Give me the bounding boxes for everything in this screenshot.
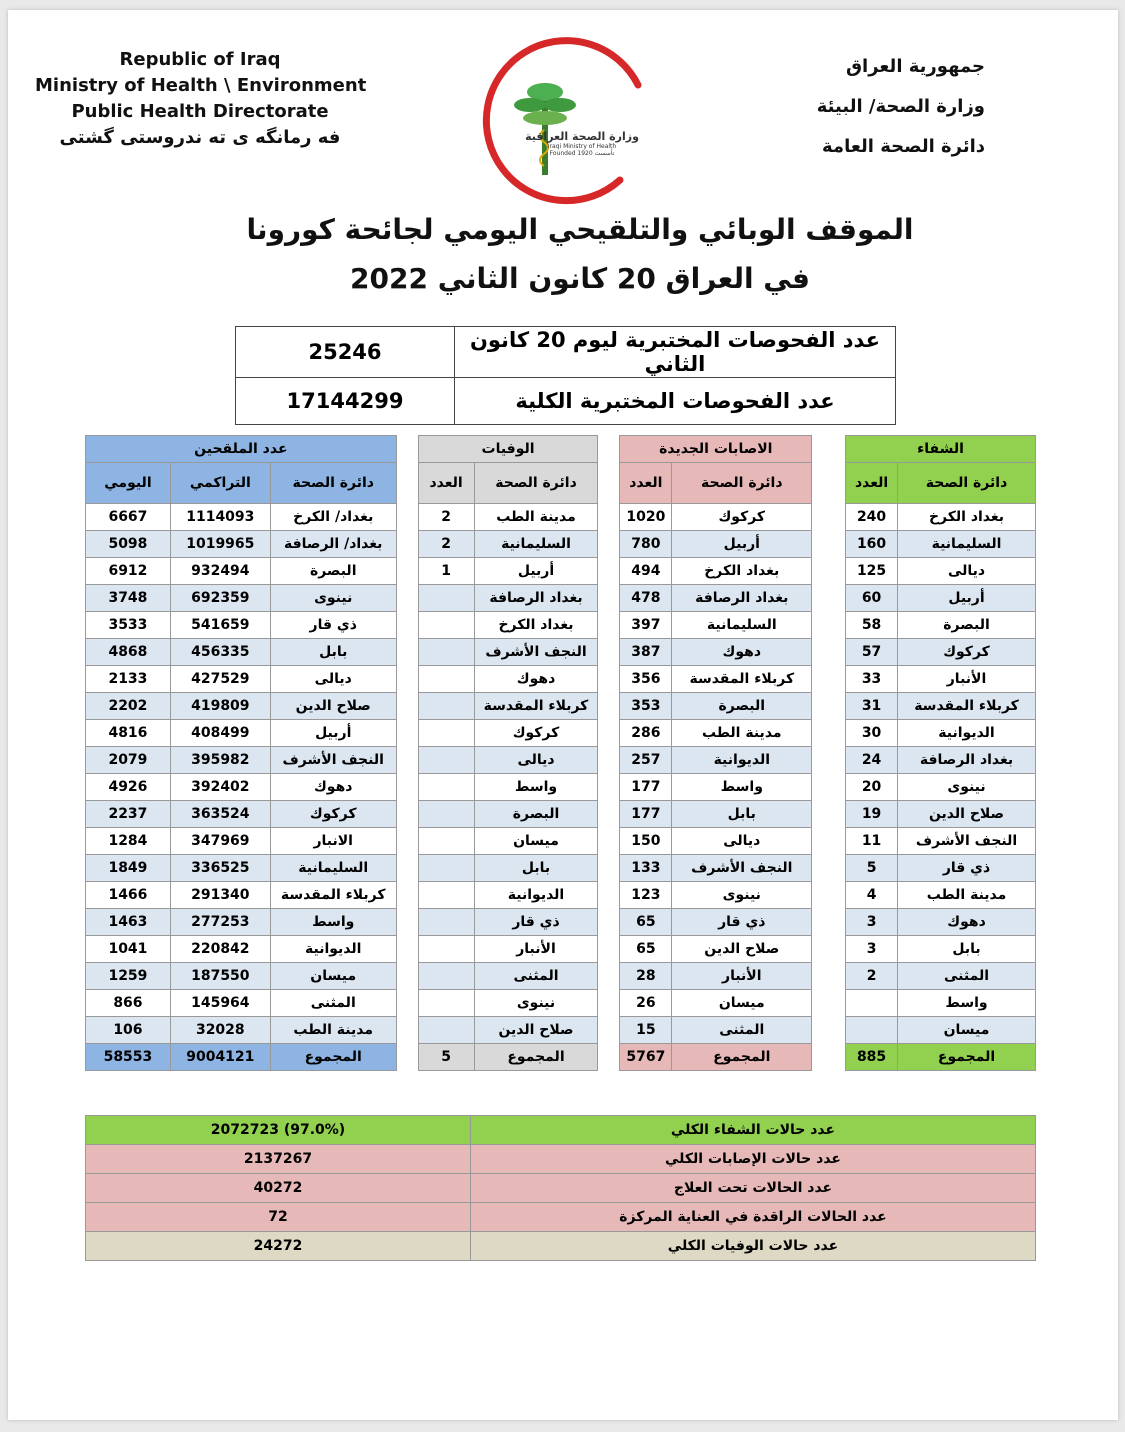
- vacc-daily: 5098: [86, 531, 171, 558]
- death-count: [418, 963, 474, 990]
- header-ar-line: وزارة الصحة/ البيئة: [816, 96, 985, 117]
- table-row: [86, 558, 1036, 585]
- case-directorate: دهوك: [672, 639, 812, 666]
- vacc-daily: 106: [86, 1017, 171, 1044]
- summary-value: 2137267: [86, 1145, 471, 1174]
- death-count: [418, 747, 474, 774]
- case-count: 478: [620, 585, 672, 612]
- vacc-daily: 2202: [86, 693, 171, 720]
- summary-value: 40272: [86, 1174, 471, 1203]
- recovery-count: 2: [846, 963, 898, 990]
- table-row: [86, 1017, 1036, 1044]
- total-new-cases: 5767: [620, 1044, 672, 1071]
- recovery-directorate: ميسان: [898, 1017, 1036, 1044]
- recovery-count: [846, 990, 898, 1017]
- death-directorate: ميسان: [474, 828, 598, 855]
- total-vacc-daily: 58553: [86, 1044, 171, 1071]
- section-deaths: الوفيات: [418, 436, 598, 463]
- case-directorate: صلاح الدين: [672, 936, 812, 963]
- vacc-cumulative: 336525: [170, 855, 270, 882]
- case-directorate: ديالى: [672, 828, 812, 855]
- lab-tests-table: [235, 326, 896, 425]
- case-directorate: كركوك: [672, 504, 812, 531]
- recovery-directorate: النجف الأشرف: [898, 828, 1036, 855]
- total-vacc-cumulative: 9004121: [170, 1044, 270, 1071]
- case-directorate: الأنبار: [672, 963, 812, 990]
- vacc-cumulative: 1114093: [170, 504, 270, 531]
- totals-row: [86, 1044, 1036, 1071]
- summary-value: 24272: [86, 1232, 471, 1261]
- recovery-directorate: صلاح الدين: [898, 801, 1036, 828]
- recovery-count: 33: [846, 666, 898, 693]
- case-count: 397: [620, 612, 672, 639]
- col-directorate: دائرة الصحة: [898, 463, 1036, 504]
- vacc-directorate: الديوانية: [270, 936, 396, 963]
- lab-tests-value: 17144299: [236, 378, 455, 425]
- logo-caption: وزارة الصحة العراقية Iraqi Ministry of Health Founded 1920 تأسست: [525, 130, 639, 157]
- summary-label: عدد حالات الشفاء الكلي: [471, 1116, 1036, 1145]
- summary-label: عدد حالات الوفيات الكلي: [471, 1232, 1036, 1261]
- death-count: [418, 639, 474, 666]
- vacc-cumulative: 32028: [170, 1017, 270, 1044]
- recovery-count: 3: [846, 909, 898, 936]
- recovery-directorate: نينوى: [898, 774, 1036, 801]
- table-row: [86, 747, 1036, 774]
- case-count: 150: [620, 828, 672, 855]
- vacc-directorate: ديالى: [270, 666, 396, 693]
- case-directorate: أربيل: [672, 531, 812, 558]
- vacc-directorate: دهوك: [270, 774, 396, 801]
- case-directorate: بغداد الكرخ: [672, 558, 812, 585]
- vacc-cumulative: 395982: [170, 747, 270, 774]
- recovery-directorate: الأنبار: [898, 666, 1036, 693]
- vacc-directorate: واسط: [270, 909, 396, 936]
- death-count: [418, 909, 474, 936]
- vacc-cumulative: 408499: [170, 720, 270, 747]
- table-row: [86, 639, 1036, 666]
- vacc-cumulative: 932494: [170, 558, 270, 585]
- case-directorate: السليمانية: [672, 612, 812, 639]
- recovery-directorate: دهوك: [898, 909, 1036, 936]
- case-count: 286: [620, 720, 672, 747]
- daily-status-table: [85, 435, 1036, 1071]
- vacc-cumulative: 541659: [170, 612, 270, 639]
- death-count: [418, 882, 474, 909]
- recovery-count: 125: [846, 558, 898, 585]
- recovery-directorate: البصرة: [898, 612, 1036, 639]
- summary-row: [86, 1232, 1036, 1261]
- death-count: [418, 936, 474, 963]
- death-directorate: بابل: [474, 855, 598, 882]
- case-count: 1020: [620, 504, 672, 531]
- recovery-count: 4: [846, 882, 898, 909]
- section-recovery: الشفاء: [846, 436, 1036, 463]
- vacc-daily: 6912: [86, 558, 171, 585]
- death-count: [418, 693, 474, 720]
- recovery-count: 11: [846, 828, 898, 855]
- vacc-daily: 1259: [86, 963, 171, 990]
- vacc-daily: 2133: [86, 666, 171, 693]
- total-label: المجموع: [474, 1044, 598, 1071]
- table-row: [86, 801, 1036, 828]
- vacc-cumulative: 427529: [170, 666, 270, 693]
- vacc-cumulative: 145964: [170, 990, 270, 1017]
- death-directorate: البصرة: [474, 801, 598, 828]
- death-count: [418, 666, 474, 693]
- lab-tests-label: عدد الفحوصات المختبرية الكلية: [455, 378, 896, 425]
- lab-tests-value: 25246: [236, 327, 455, 378]
- recovery-count: 58: [846, 612, 898, 639]
- table-row: [86, 720, 1036, 747]
- case-count: 494: [620, 558, 672, 585]
- death-directorate: صلاح الدين: [474, 1017, 598, 1044]
- death-count: [418, 855, 474, 882]
- case-count: 780: [620, 531, 672, 558]
- vacc-directorate: النجف الأشرف: [270, 747, 396, 774]
- col-cumulative: التراكمي: [170, 463, 270, 504]
- summary-value: 72: [86, 1203, 471, 1232]
- header-ar-line: جمهورية العراق: [845, 56, 985, 77]
- total-label: المجموع: [898, 1044, 1036, 1071]
- vacc-directorate: مدينة الطب: [270, 1017, 396, 1044]
- table-row: [86, 855, 1036, 882]
- death-count: [418, 585, 474, 612]
- case-count: 28: [620, 963, 672, 990]
- vacc-daily: 6667: [86, 504, 171, 531]
- case-directorate: بغداد الرصافة: [672, 585, 812, 612]
- death-directorate: مدينة الطب: [474, 504, 598, 531]
- case-directorate: بابل: [672, 801, 812, 828]
- death-directorate: النجف الأشرف: [474, 639, 598, 666]
- logo-emblem-icon: [470, 30, 660, 205]
- lab-tests-row: [236, 327, 896, 378]
- recovery-count: 30: [846, 720, 898, 747]
- case-count: 133: [620, 855, 672, 882]
- death-count: [418, 990, 474, 1017]
- recovery-count: 20: [846, 774, 898, 801]
- col-count: العدد: [418, 463, 474, 504]
- death-count: 1: [418, 558, 474, 585]
- death-count: [418, 1017, 474, 1044]
- header-en-line: فه رمانگه ی ته ندروستی گشتی: [59, 127, 341, 148]
- case-count: 353: [620, 693, 672, 720]
- death-directorate: بغداد الرصافة: [474, 585, 598, 612]
- vacc-cumulative: 277253: [170, 909, 270, 936]
- header-ar-line: دائرة الصحة العامة: [822, 136, 985, 157]
- case-directorate: البصرة: [672, 693, 812, 720]
- recovery-count: 160: [846, 531, 898, 558]
- vacc-directorate: ذي قار: [270, 612, 396, 639]
- death-directorate: كربلاء المقدسة: [474, 693, 598, 720]
- death-count: [418, 774, 474, 801]
- col-directorate: دائرة الصحة: [474, 463, 598, 504]
- vacc-cumulative: 187550: [170, 963, 270, 990]
- recovery-count: 60: [846, 585, 898, 612]
- summary-label: عدد الحالات تحت العلاج: [471, 1174, 1036, 1203]
- section-new-cases: الاصابات الجديدة: [620, 436, 812, 463]
- recovery-directorate: الديوانية: [898, 720, 1036, 747]
- table-row: [86, 612, 1036, 639]
- table-row: [86, 531, 1036, 558]
- death-count: [418, 801, 474, 828]
- death-directorate: نينوى: [474, 990, 598, 1017]
- case-count: 257: [620, 747, 672, 774]
- vacc-daily: 2237: [86, 801, 171, 828]
- case-count: 177: [620, 801, 672, 828]
- vacc-daily: 4816: [86, 720, 171, 747]
- table-row: [86, 909, 1036, 936]
- table-body: [86, 504, 1036, 1044]
- recovery-directorate: أربيل: [898, 585, 1036, 612]
- recovery-directorate: بغداد الكرخ: [898, 504, 1036, 531]
- table-row: [86, 990, 1036, 1017]
- death-directorate: دهوك: [474, 666, 598, 693]
- vacc-directorate: المثنى: [270, 990, 396, 1017]
- death-directorate: ديالى: [474, 747, 598, 774]
- death-directorate: السليمانية: [474, 531, 598, 558]
- vacc-daily: 1041: [86, 936, 171, 963]
- death-count: [418, 828, 474, 855]
- vacc-daily: 3748: [86, 585, 171, 612]
- recovery-directorate: المثنى: [898, 963, 1036, 990]
- recovery-count: 19: [846, 801, 898, 828]
- vacc-directorate: السليمانية: [270, 855, 396, 882]
- col-daily: اليومي: [86, 463, 171, 504]
- recovery-count: 5: [846, 855, 898, 882]
- vacc-directorate: بغداد/ الرصافة: [270, 531, 396, 558]
- case-count: 387: [620, 639, 672, 666]
- vacc-daily: 866: [86, 990, 171, 1017]
- header-en-line: Republic of Iraq: [119, 49, 281, 70]
- section-vaccinated: عدد الملقحين: [86, 436, 397, 463]
- recovery-count: 3: [846, 936, 898, 963]
- header-arabic: [745, 52, 985, 172]
- vacc-cumulative: 291340: [170, 882, 270, 909]
- case-count: 177: [620, 774, 672, 801]
- vacc-daily: 1466: [86, 882, 171, 909]
- column-header-row: [86, 463, 1036, 504]
- col-count: العدد: [846, 463, 898, 504]
- report-subtitle: في العراق 20 كانون الثاني 2022: [350, 262, 810, 295]
- vacc-directorate: أربيل: [270, 720, 396, 747]
- table-row: [86, 504, 1036, 531]
- recovery-directorate: ديالى: [898, 558, 1036, 585]
- table-row: [86, 882, 1036, 909]
- vacc-directorate: بابل: [270, 639, 396, 666]
- table-row: [86, 936, 1036, 963]
- death-directorate: ذي قار: [474, 909, 598, 936]
- vacc-directorate: نينوى: [270, 585, 396, 612]
- vacc-directorate: البصرة: [270, 558, 396, 585]
- vacc-daily: 4868: [86, 639, 171, 666]
- lab-tests-label: عدد الفحوصات المختبرية ليوم 20 كانون الثاني: [455, 327, 896, 378]
- recovery-directorate: السليمانية: [898, 531, 1036, 558]
- death-directorate: الديوانية: [474, 882, 598, 909]
- case-directorate: نينوى: [672, 882, 812, 909]
- recovery-count: 24: [846, 747, 898, 774]
- case-directorate: مدينة الطب: [672, 720, 812, 747]
- death-count: [418, 720, 474, 747]
- recovery-count: 240: [846, 504, 898, 531]
- table-row: [86, 828, 1036, 855]
- case-directorate: واسط: [672, 774, 812, 801]
- table-row: [86, 963, 1036, 990]
- total-label: المجموع: [672, 1044, 812, 1071]
- death-directorate: كركوك: [474, 720, 598, 747]
- death-directorate: واسط: [474, 774, 598, 801]
- table-row: [86, 774, 1036, 801]
- death-count: 2: [418, 504, 474, 531]
- vacc-directorate: ميسان: [270, 963, 396, 990]
- case-count: 123: [620, 882, 672, 909]
- case-directorate: الديوانية: [672, 747, 812, 774]
- vacc-cumulative: 419809: [170, 693, 270, 720]
- report-title: الموقف الوبائي والتلقيحي اليومي لجائحة كورونا: [246, 213, 914, 246]
- vacc-daily: 2079: [86, 747, 171, 774]
- recovery-directorate: كركوك: [898, 639, 1036, 666]
- vacc-daily: 3533: [86, 612, 171, 639]
- recovery-directorate: بغداد الرصافة: [898, 747, 1036, 774]
- case-count: 65: [620, 936, 672, 963]
- table-row: [86, 693, 1036, 720]
- summary-value: 2072723 (97.0%): [86, 1116, 471, 1145]
- col-count: العدد: [620, 463, 672, 504]
- summary-row: [86, 1174, 1036, 1203]
- table-row: [86, 585, 1036, 612]
- recovery-count: [846, 1017, 898, 1044]
- death-directorate: المثنى: [474, 963, 598, 990]
- vacc-directorate: كركوك: [270, 801, 396, 828]
- vacc-cumulative: 1019965: [170, 531, 270, 558]
- recovery-directorate: واسط: [898, 990, 1036, 1017]
- section-header-row: [86, 436, 1036, 463]
- case-directorate: ذي قار: [672, 909, 812, 936]
- vacc-daily: 1849: [86, 855, 171, 882]
- vacc-directorate: بغداد/ الكرخ: [270, 504, 396, 531]
- vacc-directorate: كربلاء المقدسة: [270, 882, 396, 909]
- ministry-logo: [470, 30, 660, 205]
- total-deaths: 5: [418, 1044, 474, 1071]
- col-directorate: دائرة الصحة: [672, 463, 812, 504]
- vacc-cumulative: 392402: [170, 774, 270, 801]
- case-count: 65: [620, 909, 672, 936]
- summary-row: [86, 1203, 1036, 1232]
- recovery-directorate: كربلاء المقدسة: [898, 693, 1036, 720]
- death-count: 2: [418, 531, 474, 558]
- header-en-line: Public Health Directorate: [71, 101, 329, 122]
- summary-table: [85, 1115, 1036, 1261]
- lab-tests-row: [236, 378, 896, 425]
- summary-label: عدد حالات الإصابات الكلي: [471, 1145, 1036, 1174]
- case-count: 26: [620, 990, 672, 1017]
- vacc-cumulative: 220842: [170, 936, 270, 963]
- recovery-directorate: مدينة الطب: [898, 882, 1036, 909]
- case-directorate: كربلاء المقدسة: [672, 666, 812, 693]
- case-directorate: المثنى: [672, 1017, 812, 1044]
- case-directorate: النجف الأشرف: [672, 855, 812, 882]
- summary-label: عدد الحالات الراقدة في العناية المركزة: [471, 1203, 1036, 1232]
- total-recovery: 885: [846, 1044, 898, 1071]
- case-count: 15: [620, 1017, 672, 1044]
- col-directorate: دائرة الصحة: [270, 463, 396, 504]
- vacc-cumulative: 363524: [170, 801, 270, 828]
- vacc-daily: 4926: [86, 774, 171, 801]
- case-directorate: ميسان: [672, 990, 812, 1017]
- death-count: [418, 612, 474, 639]
- recovery-count: 31: [846, 693, 898, 720]
- total-label: المجموع: [270, 1044, 396, 1071]
- death-directorate: أربيل: [474, 558, 598, 585]
- header-english: [35, 47, 365, 151]
- vacc-directorate: صلاح الدين: [270, 693, 396, 720]
- recovery-count: 57: [846, 639, 898, 666]
- vacc-cumulative: 456335: [170, 639, 270, 666]
- summary-row: [86, 1116, 1036, 1145]
- vacc-daily: 1463: [86, 909, 171, 936]
- death-directorate: بغداد الكرخ: [474, 612, 598, 639]
- summary-row: [86, 1145, 1036, 1174]
- recovery-directorate: بابل: [898, 936, 1036, 963]
- vacc-cumulative: 692359: [170, 585, 270, 612]
- header-en-line: Ministry of Health \ Environment: [35, 75, 367, 96]
- recovery-directorate: ذي قار: [898, 855, 1036, 882]
- vacc-daily: 1284: [86, 828, 171, 855]
- vacc-cumulative: 347969: [170, 828, 270, 855]
- death-directorate: الأنبار: [474, 936, 598, 963]
- case-count: 356: [620, 666, 672, 693]
- table-row: [86, 666, 1036, 693]
- vacc-directorate: الانبار: [270, 828, 396, 855]
